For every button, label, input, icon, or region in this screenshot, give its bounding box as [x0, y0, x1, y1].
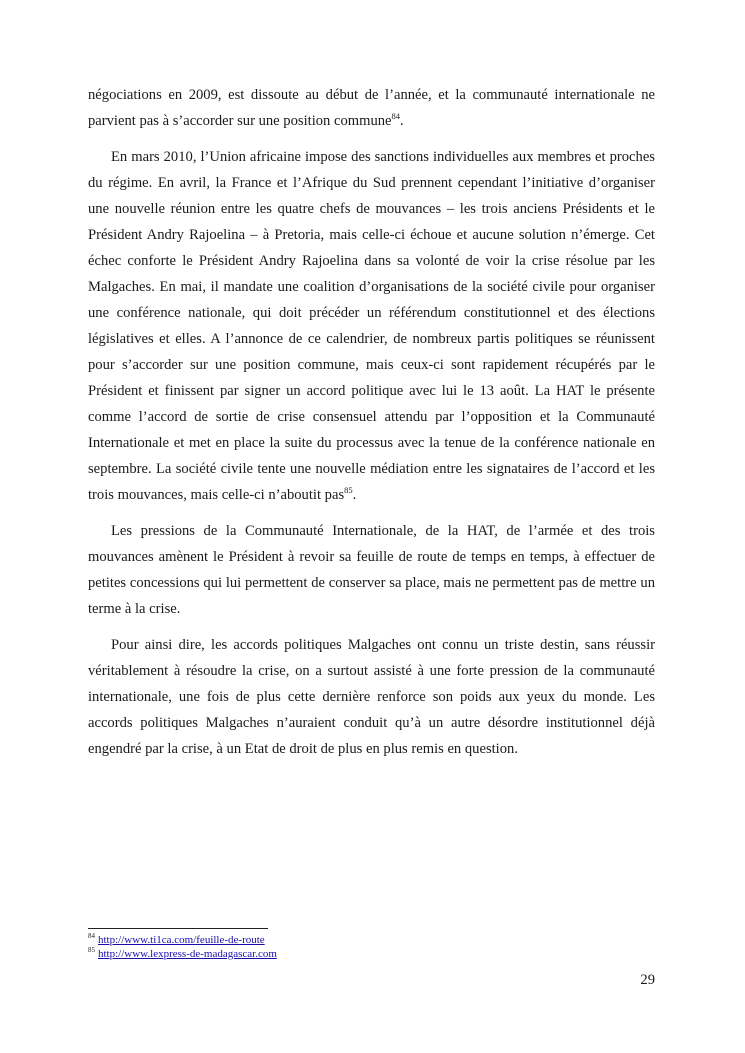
footnote-ref-85: 85 — [344, 485, 353, 496]
paragraph-conclusion — [88, 632, 655, 762]
paragraph-text: Pour ainsi dire, les accords politiques Malgaches ont connu un triste destin, sans réussir véritablement à résoudre la crise, on a surtout assisté à une forte pression de la communauté internationale, une fois de plus cette dernière renforce son poids aux yeux du monde. Les accords politiques Malgaches n’auraient conduit qu’à un autre désordre institutionnel déjà engendré par la crise, à un Etat de droit de plus en plus remis en question. — [88, 637, 655, 757]
paragraph-continuation — [88, 82, 655, 134]
paragraph-text: négociations en 2009, est dissoute au début de l’année, et la communauté internationale ne parvient pas à s’accorder sur une position commune — [88, 87, 655, 129]
footnote-84 — [88, 933, 655, 947]
footnote-separator — [88, 928, 268, 929]
footnote-ref-84: 84 — [391, 111, 401, 122]
paragraph-trailing: . — [352, 487, 357, 503]
footnote-number: 84 — [88, 932, 95, 941]
paragraph-text: Les pressions de la Communauté Internationale, de la HAT, de l’armée et des trois mouvances amènent le Président à revoir sa feuille de route de temps en temps, à effectuer de petites concessions qui lui permettent de conserver sa place, mais ne permettent pas de mettre un terme à la crise. — [88, 523, 655, 617]
footnote-85 — [88, 947, 655, 961]
paragraph-pressions — [88, 518, 655, 622]
footnote-link-85[interactable]: http://www.lexpress-de-madagascar.com — [98, 948, 277, 960]
page-number: 29 — [640, 972, 655, 988]
footnote-link-84[interactable]: http://www.ti1ca.com/feuille-de-route — [98, 934, 265, 946]
paragraph-trailing: . — [400, 113, 404, 129]
body-text — [88, 82, 655, 772]
paragraph-march-2010 — [88, 144, 655, 508]
paragraph-text: En mars 2010, l’Union africaine impose des sanctions individuelles aux membres et proches du régime. En avril, la France et l’Afrique du Sud prennent cependant l’initiative d’organiser une nouvelle réunion entre les quatre chefs de mouvances – les trois anciens Présidents et le Président Andry Rajoelina – à Pretoria, mais celle-ci échoue et aucune solution n’émerge. Cet échec conforte le Président Andry Rajoelina dans sa volonté de voir la crise résolue par les Malgaches. En mai, il mandate une coalition d’organisations de la société civile pour organiser une conférence nationale, qui doit précéder un référendum constitutionnel et des élections législatives et elles. A l’annonce de ce calendrier, de nombreux partis politiques se réunissent pour s’accorder sur une position commune, mais ceux-ci sont rapidement récupérés par le Président et finissent par signer un accord politique avec lui le 13 août. La HAT le présente comme l’accord de sortie de crise consensuel attendu par l’opposition et la Communauté Internationale et met en place la suite du processus avec la tenue de la conférence nationale en septembre. La société civile tente une nouvelle médiation entre les signataires de l’accord et les trois mouvances, mais celle-ci n’aboutit pas — [88, 149, 655, 503]
footnote-number: 85 — [88, 946, 95, 955]
footnotes — [88, 933, 655, 961]
